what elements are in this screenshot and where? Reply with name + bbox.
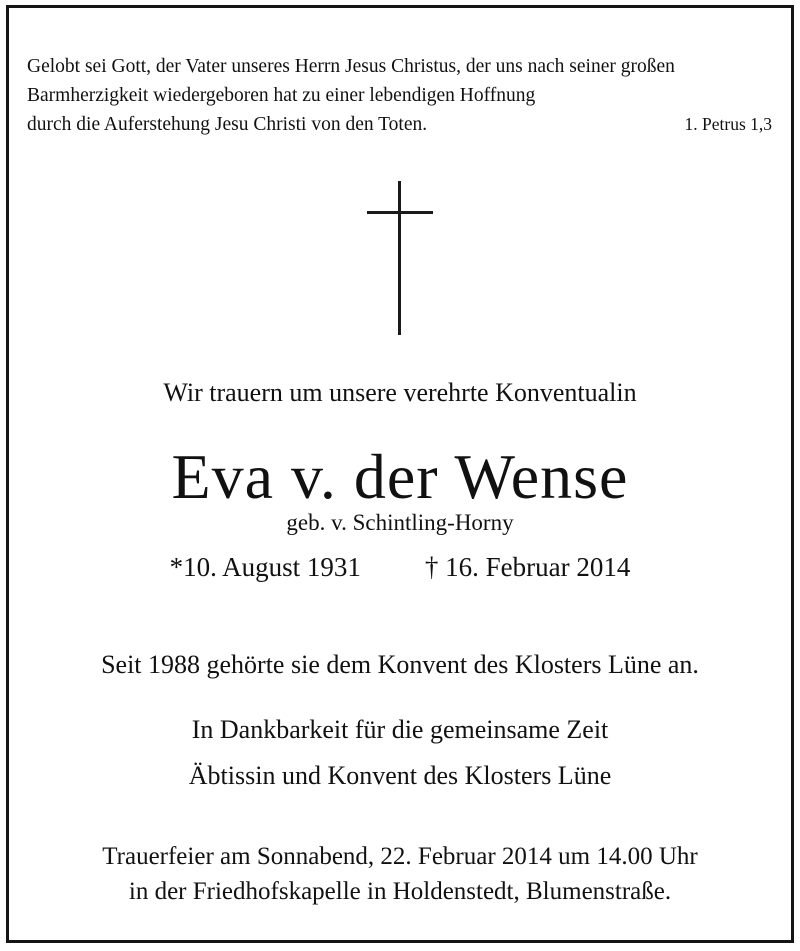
bible-verse (27, 52, 772, 139)
death-date: † 16. Februar 2014 (424, 552, 631, 582)
verse-line-1: Gelobt sei Gott, der Vater unseres Herrn Jesus Christus, der uns nach seiner großen (27, 56, 675, 77)
service-line-2: in der Friedhofskapelle in Holdenstedt, Blumenstraße. (128, 878, 672, 905)
verse-reference: 1. Petrus 1,3 (684, 114, 772, 134)
thanks-line: In Dankbarkeit für die gemeinsame Zeit (191, 715, 609, 744)
deceased-name: Eva v. der Wense (171, 441, 629, 512)
service-line-1: Trauerfeier am Sonnabend, 22. Februar 2014 um 14.00 Uhr (102, 843, 698, 870)
life-dates (0, 552, 800, 583)
membership-line: Seit 1988 gehörte sie dem Konvent des Klosters Lüne an. (101, 650, 699, 679)
verse-line-3: durch die Auferstehung Jesu Christi von den Toten. (27, 114, 428, 135)
cross-icon (367, 181, 433, 335)
verse-line-2: Barmherzigkeit wiedergeboren hat zu einer lebendigen Hoffnung (27, 85, 536, 106)
intro-line: Wir trauern um unsere verehrte Konventualin (163, 378, 637, 407)
signature-line: Äbtissin und Konvent des Klosters Lüne (188, 761, 612, 790)
birth-name: geb. v. Schintling-Horny (286, 510, 514, 535)
birth-date: *10. August 1931 (169, 552, 361, 582)
